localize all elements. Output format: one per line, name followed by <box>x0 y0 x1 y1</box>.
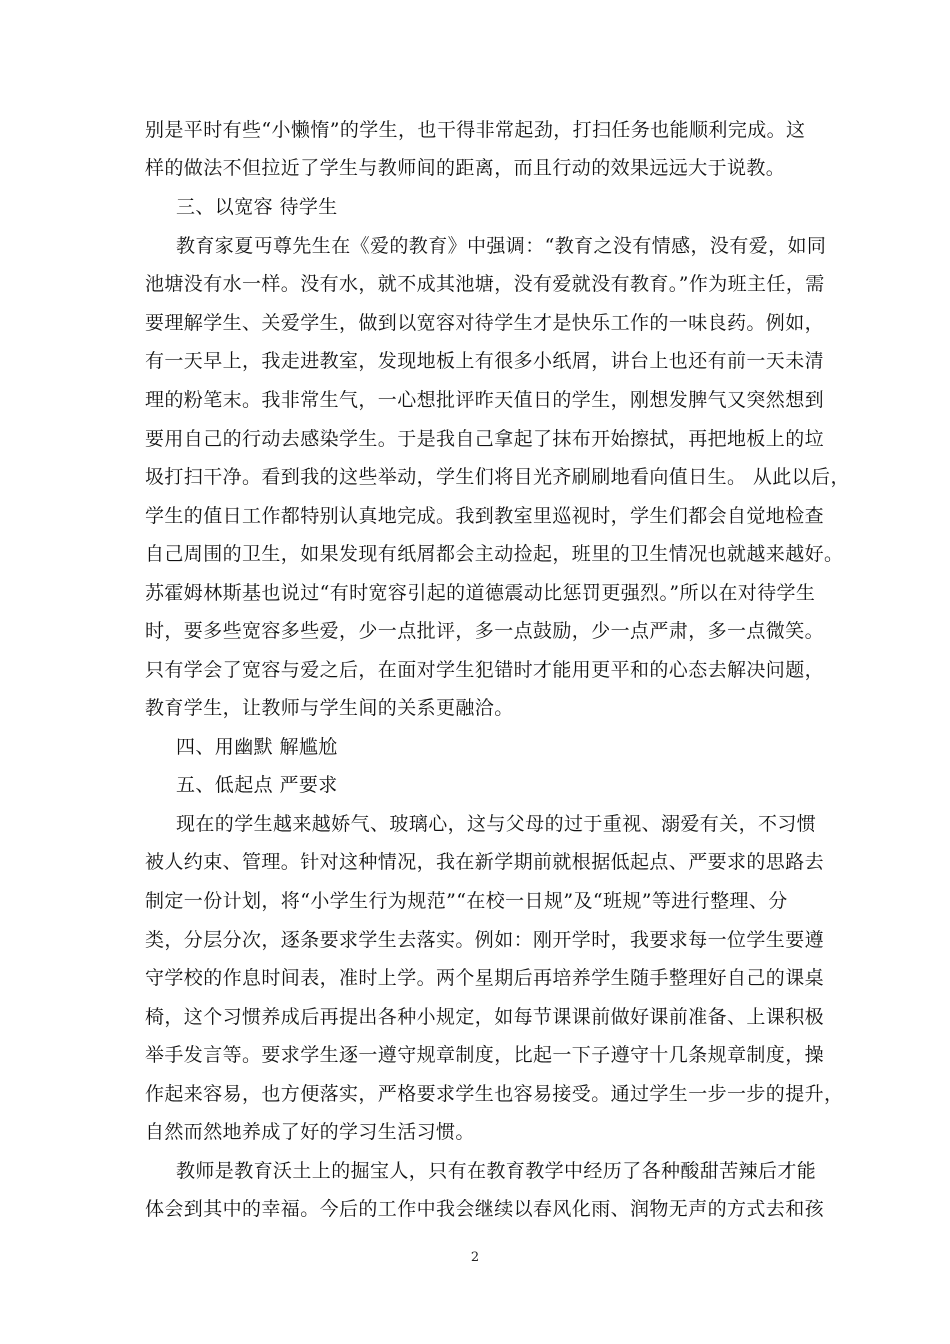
text-line: 教育学生，让教师与学生间的关系更融洽。 <box>145 697 514 719</box>
text-line: 作起来容易，也方便落实，严格要求学生也容易接受。通过学生一步一步的提升， <box>145 1083 844 1105</box>
text-line: 守学校的作息时间表，准时上学。两个星期后再培养学生随手整理好自己的课桌 <box>145 967 825 989</box>
text-line: 体会到其中的幸福。今后的工作中我会继续以春风化雨、润物无声的方式去和孩 <box>145 1198 825 1220</box>
text-line: 要理解学生、关爱学生，做到以宽容对待学生才是快乐工作的一味良药。例如， <box>145 312 825 334</box>
text-line: 理的粉笔末。我非常生气，一心想批评昨天值日的学生，刚想发脾气又突然想到 <box>145 389 825 411</box>
text-line: 教育家夏丏尊先生在《爱的教育》中强调：“教育之没有情感，没有爱，如同 <box>176 235 827 257</box>
text-line: 教师是教育沃土上的掘宝人，只有在教育教学中经历了各种酸甜苦辣后才能 <box>176 1160 817 1182</box>
text-line: 被人约束、管理。针对这种情况，我在新学期前就根据低起点、严要求的思路去 <box>145 851 825 873</box>
text-line: 学生的值日工作都特别认真地完成。我到教室里巡视时，学生们都会自觉地检查 <box>145 505 825 527</box>
text-line: 自然而然地养成了好的学习生活习惯。 <box>145 1121 475 1143</box>
text-line: 有一天早上，我走进教室，发现地板上有很多小纸屑，讲台上也还有前一天未清 <box>145 350 825 372</box>
text-line: 样的做法不但拉近了学生与教师间的距离，而且行动的效果远远大于说教。 <box>145 157 786 179</box>
text-line: 圾打扫干净。看到我的这些举动，学生们将目光齐刷刷地看向值日生。 从此以后， <box>145 466 850 488</box>
page-number: 2 <box>470 1250 480 1265</box>
text-line: 举手发言等。要求学生逐一遵守规章制度，比起一下子遵守十几条规章制度，操 <box>145 1044 825 1066</box>
text-line: 要用自己的行动去感染学生。于是我自己拿起了抹布开始擦拭，再把地板上的垃 <box>145 428 825 450</box>
text-line: 别是平时有些“小懒惰”的学生，也干得非常起劲，打扫任务也能顺利完成。这 <box>145 119 806 141</box>
text-line: 时，要多些宽容多些爱，少一点批评，多一点鼓励，少一点严肃，多一点微笑。 <box>145 620 825 642</box>
section-heading-5: 五、低起点 严要求 <box>176 774 338 796</box>
text-line: 制定一份计划，将“小学生行为规范”“在校一日规”及“班规”等进行整理、分 <box>145 890 788 912</box>
text-line: 自己周围的卫生，如果发现有纸屑都会主动捡起，班里的卫生情况也就越来越好。 <box>145 543 844 565</box>
text-line: 池塘没有水一样。没有水，就不成其池塘，没有爱就没有教育。”作为班主任，需 <box>145 273 825 295</box>
section-heading-3: 三、以宽容 待学生 <box>176 196 338 218</box>
text-line: 现在的学生越来越娇气、玻璃心，这与父母的过于重视、溺爱有关，不习惯 <box>176 813 817 835</box>
section-heading-4: 四、用幽默 解尴尬 <box>176 736 338 758</box>
text-line: 只有学会了宽容与爱之后，在面对学生犯错时才能用更平和的心态去解决问题， <box>145 659 825 681</box>
text-line: 椅，这个习惯养成后再提出各种小规定，如每节课课前做好课前准备、上课积极 <box>145 1006 825 1028</box>
text-line: 苏霍姆林斯基也说过“有时宽容引起的道德震动比惩罚更强烈。”所以在对待学生 <box>145 582 816 604</box>
text-line: 类，分层分次，逐条要求学生去落实。例如：刚开学时，我要求每一位学生要遵 <box>145 929 825 951</box>
